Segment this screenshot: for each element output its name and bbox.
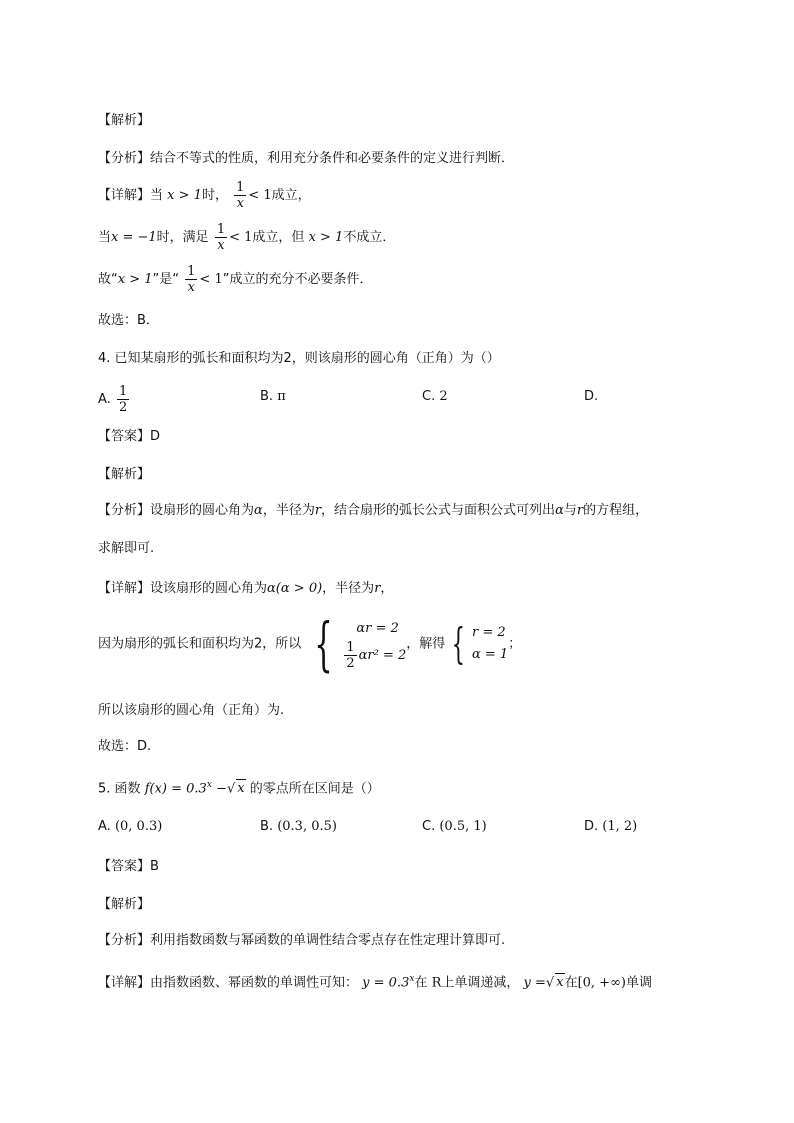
left-brace: {	[451, 619, 466, 668]
q5-jiexi: 【解析】	[98, 897, 151, 912]
q5-stem: 5. 函数 $f(x) = 0.3^x$ −√ x 的零点所在区间是（）	[98, 780, 380, 797]
fraction-1-over-x: $\frac{1}{x}$	[187, 264, 196, 295]
q4-answer: 故选：D.	[98, 739, 152, 754]
q4-stem: 4. 已知某扇形的弧长和面积均为2，则该扇形的圆心角（正角）为（）	[98, 351, 500, 366]
equation-system-2: r = 2 α = 1	[472, 625, 509, 662]
fraction-1-over-2: $\frac{1}{2}$	[118, 384, 128, 415]
q5-option-b: B. (0.3, 0.5)	[260, 819, 337, 834]
q4-option-d: D.	[584, 389, 599, 404]
q5-xiangjie-line1: 【详解】由指数函数、幂函数的单调性可知： $y = 0.3^x$在 R上单调递减， y =√ x在[0, +∞)单调	[98, 974, 652, 991]
q4-jiexi: 【解析】	[98, 467, 151, 482]
q5-option-a: A. (0, 0.3)	[98, 819, 163, 834]
q3-xiangjie-line2: 当x = −1时，满足 $\frac{1}{x}$ < 1成立，但 x > 1不成立．	[98, 222, 396, 253]
q5-answer-label: 【答案】B	[98, 859, 159, 874]
q4-option-a: A. $\frac{1}{2}$	[98, 384, 128, 415]
sqrt-x: x	[237, 781, 245, 797]
q4-option-c: C. 2	[422, 389, 448, 404]
q4-fenxi-cont: 求解即可.	[98, 541, 155, 556]
q4-xiangjie-line2: 因为扇形的弧长和面积均为2，所以 { αr = 2 $\frac{1}{2}$ αr² = 2 ，解得 { r = 2 α = 1 ；	[98, 610, 522, 678]
q4-fenxi: 【分析】设扇形的圆心角为α，半径为r，结合扇形的弧长公式与面积公式可列出α与r的方程组，	[98, 503, 649, 518]
sqrt-x: x	[556, 975, 564, 991]
q3-answer: 故选：B．	[98, 313, 159, 328]
q3-jiexi: 【解析】	[98, 113, 151, 128]
left-brace: {	[314, 610, 334, 678]
q5-option-c: C. (0.5, 1)	[422, 819, 487, 834]
q4-xiangjie-line1: 【详解】设该扇形的圆心角为α(α > 0)，半径为r，	[98, 581, 394, 596]
fraction-1-over-x: $\frac{1}{x}$	[236, 180, 245, 211]
q4-xiangjie-line3: 所以该扇形的圆心角（正角）为.	[98, 703, 285, 718]
q4-answer-label: 【答案】D	[98, 429, 161, 444]
q4-option-b: B. π	[260, 389, 286, 404]
q3-xiangjie-line3: 故“x > 1”是“ $\frac{1}{x}$ < 1”成立的充分不必要条件．	[98, 264, 373, 295]
q3-xiangjie-line1: 【详解】当 x > 1时， $\frac{1}{x}$ < 1成立，	[98, 180, 311, 211]
q3-fenxi: 【分析】结合不等式的性质，利用充分条件和必要条件的定义进行判断．	[98, 151, 515, 166]
equation-system-1: αr = 2 $\frac{1}{2}$ αr² = 2	[346, 620, 407, 671]
fraction-1-over-x: $\frac{1}{x}$	[216, 222, 226, 253]
q5-option-d: D. (1, 2)	[584, 819, 638, 834]
q5-fenxi: 【分析】利用指数函数与幂函数的单调性结合零点存在性定理计算即可.	[98, 933, 506, 948]
